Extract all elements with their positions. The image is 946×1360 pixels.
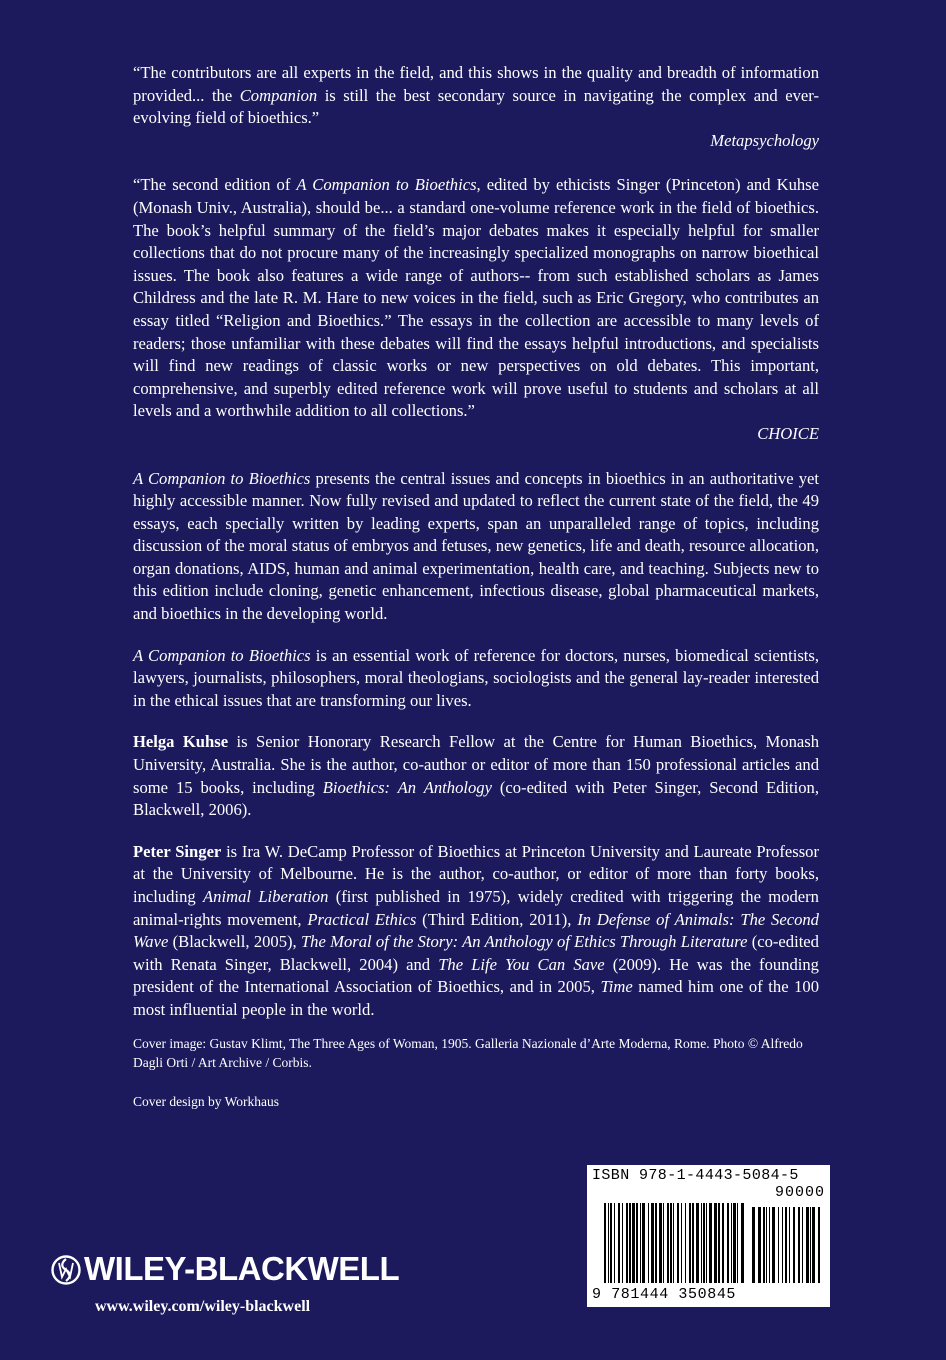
- isbn-label: ISBN 978-1-4443-5084-5: [592, 1167, 799, 1184]
- publisher-name: WILEY-BLACKWELL: [84, 1250, 400, 1287]
- bio-text: is Ira W. DeCamp Professor of Bioethics at Princeton University and Laureate Professor at the University of Melbourne. He is the author, co-author, or editor of more than forty books, including: [133, 841, 819, 906]
- bio-text: (first published in 1975), widely credited with triggering the modern animal-rights movement,: [133, 887, 819, 929]
- cover-design-credit: Cover design by Workhaus: [133, 1093, 280, 1109]
- bio-text: (Third Edition, 2011),: [416, 909, 578, 929]
- description-text: is an essential work of reference for doctors, nurses, biomedical scientists, lawyers, journalists, philosophers, moral theologians, sociologists and the general lay-reader interested in the ethical issues that are transforming our lives.: [133, 645, 819, 710]
- editor-bio-kuhse: [133, 731, 819, 821]
- editor-name: Peter Singer: [133, 841, 222, 861]
- publisher-block: [50, 1249, 399, 1316]
- isbn-barcode: [587, 1165, 830, 1307]
- book-audience-paragraph: [133, 645, 819, 713]
- book-description-paragraph: [133, 468, 819, 626]
- review-choice-quote: [133, 174, 819, 423]
- book-title: Animal Liberation: [203, 887, 329, 906]
- wiley-emblem-icon: [50, 1249, 82, 1289]
- editor-bio-singer: [133, 841, 819, 1022]
- bio-text: is Senior Honorary Research Fellow at the Centre for Human Bioethics, Monash University, Australia. She is the author, co-author or editor of more than 150 professional articles and some 15 books, including: [133, 732, 820, 797]
- book-title: In Defense of Animals: The Second Wave: [133, 909, 819, 952]
- book-title-italic: A Companion to Bioethics: [133, 645, 311, 665]
- quote-text: is still the best secondary source in navigating the complex and ever-evolving field of bioethics.”: [133, 85, 819, 128]
- book-title: The Moral of the Story: An Anthology of Ethics Through Literature: [300, 932, 748, 952]
- review-source-metapsychology: Metapsychology: [710, 130, 819, 150]
- barcode-number: 9 781444 350845: [592, 1286, 737, 1303]
- book-title: Bioethics: An Anthology: [322, 777, 492, 797]
- bio-text: (2009). He was the founding president of the International Association of Bioethics, and in 2005,: [133, 954, 819, 997]
- quote-italic: A Companion to Bioethics: [296, 175, 477, 195]
- book-title-italic: A Companion to Bioethics: [133, 468, 311, 488]
- review-source-choice: CHOICE: [757, 423, 819, 443]
- bio-text: named him one of the 100 most influential people in the world.: [133, 977, 819, 1019]
- back-cover-text: [133, 62, 819, 1111]
- price-code: 90000: [774, 1184, 825, 1201]
- quote-text: , edited by ethicists Singer (Princeton) and Kuhse (Monash Univ., Australia), should be... a standard one-volume reference work in the field of bioethics. The book’s helpful summary of the field’s major debates makes it especially helpful for smaller collections that do not procure many of the increasingly specialized monographs on narrow bioethical issues. The book also features a wide range of authors-- from such established scholars as James Childress and the late R. M. Hare to new voices in the field, such as Eric Gregory, who contributes an essay titled “Religion and Bioethics.” The essays in the collection are accessible to many levels of readers; those unfamiliar with these debates will find the essays helpful introductions, and specialists will find new readings of classic works or new perspectives on old debates. This important, comprehensive, and superbly edited reference work will prove useful to students and scholars at all levels and a worthwhile addition to all collections.”: [133, 175, 819, 421]
- cover-image-credit: Cover image: Gustav Klimt, The Three Ages of Woman, 1905. Galleria Nazionale d’Arte Moderna, Rome. Photo © Alfredo Dagli Orti / Art Archive / Corbis.: [133, 1035, 803, 1070]
- editor-name: Helga Kuhse: [133, 732, 229, 752]
- bio-text: (Blackwell, 2005),: [168, 932, 301, 952]
- publisher-logo: [50, 1249, 399, 1289]
- publisher-url: www.wiley.com/wiley-blackwell: [95, 1298, 311, 1315]
- review-metapsychology-quote: [133, 62, 819, 130]
- quote-italic: Companion: [239, 85, 318, 105]
- quote-text: “The second edition of: [133, 175, 297, 195]
- book-title: The Life You Can Save: [438, 954, 605, 974]
- barcode-bars: [592, 1185, 825, 1285]
- quote-text: “The contributors are all experts in the field, and this shows in the quality and breadth of information provided... the: [133, 63, 819, 105]
- book-title: Practical Ethics: [307, 909, 417, 929]
- magazine-title: Time: [600, 977, 633, 997]
- bio-text: (co-edited with Renata Singer, Blackwell, 2004) and: [133, 932, 819, 974]
- bio-text: (co-edited with Peter Singer, Second Edition, Blackwell, 2006).: [133, 777, 819, 820]
- description-text: presents the central issues and concepts in bioethics in an authoritative yet highly accessible manner. Now fully revised and updated to reflect the current state of the field, the 49 essays, each specially written by leading experts, span an unparalleled range of topics, including discussion of the moral status of embryos and fetuses, new genetics, life and death, resource allocation, organ donations, AIDS, human and animal experimentation, health care, and teaching. Subjects new to this edition include cloning, genetic enhancement, infectious disease, global pharmaceutical markets, and bioethics in the developing world.: [133, 468, 819, 624]
